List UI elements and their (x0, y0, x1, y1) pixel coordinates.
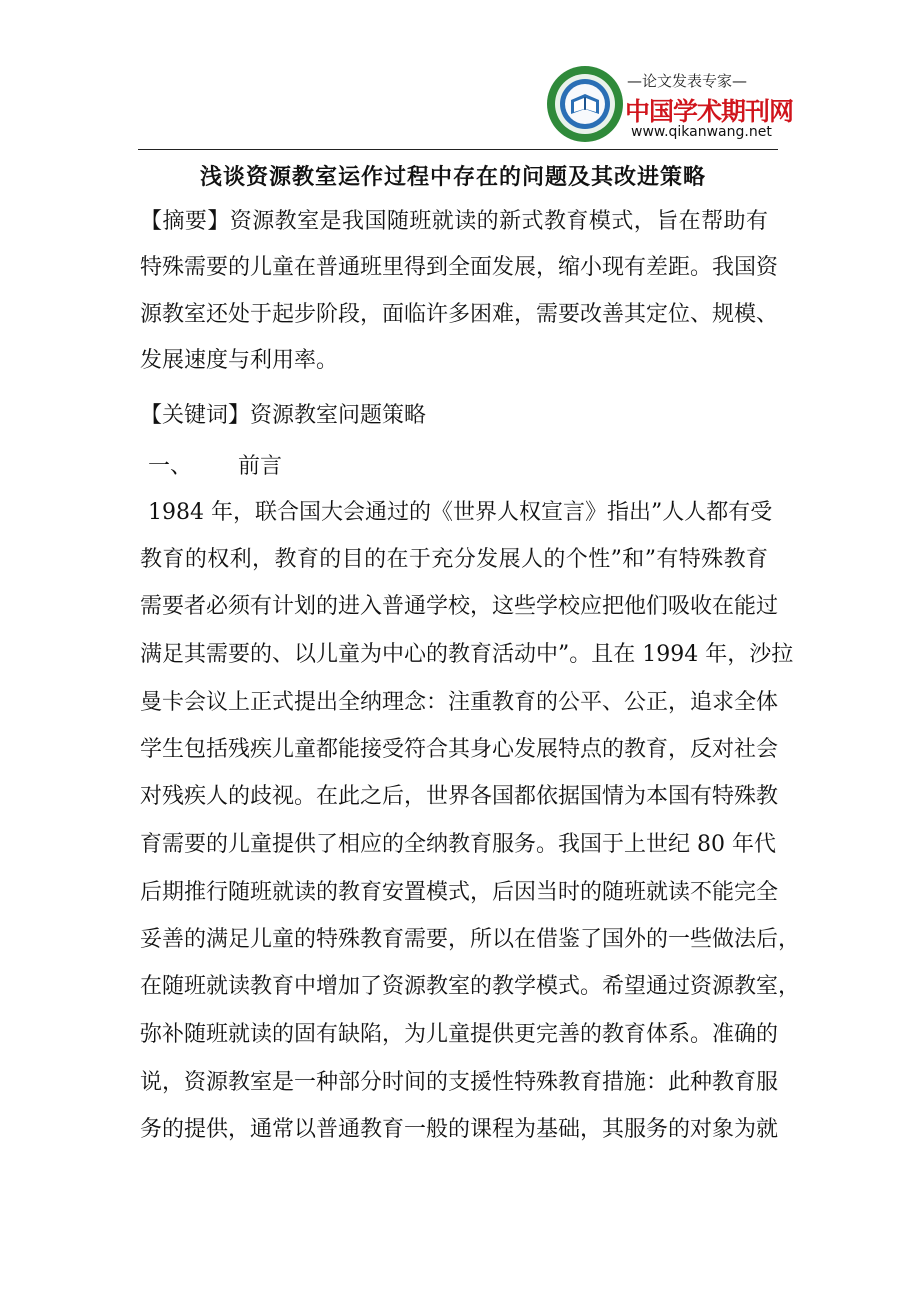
abstract-line: 特殊需要的儿童在普通班里得到全面发展，缩小现有差距。我国资 (140, 255, 779, 280)
logo-name: 中国学术期刊网 (625, 97, 794, 126)
body-line: 在随班就读教育中增加了资源教室的教学模式。希望通过资源教室， (140, 974, 801, 999)
body-line: 务的提供，通常以普通教育一般的课程为基础，其服务的对象为就 (140, 1117, 779, 1142)
section-title: 前言 (238, 454, 283, 479)
body-line: 育需要的儿童提供了相应的全纳教育服务。我国于上世纪 80 年代 (140, 832, 776, 857)
body-line: 学生包括残疾儿童都能接受符合其身心发展特点的教育，反对社会 (140, 737, 779, 762)
body-line: 教育的权利，教育的目的在于充分发展人的个性”和”有特殊教育 (140, 547, 768, 572)
section-heading (148, 452, 282, 482)
section-number: 一、 (148, 454, 193, 479)
body-line: 弥补随班就读的固有缺陷，为儿童提供更完善的教育体系。准确的 (140, 1022, 779, 1047)
body-line: 1984 年，联合国大会通过的《世界人权宣言》指出”人人都有受 (148, 500, 773, 525)
seal-icon (545, 64, 625, 144)
logo-url: www.qikanwang.net (631, 124, 772, 140)
body-line: 满足其需要的、以儿童为中心的教育活动中”。且在 1994 年，沙拉 (140, 642, 794, 667)
body-line: 妥善的满足儿童的特殊教育需要，所以在借鉴了国外的一些做法后， (140, 927, 801, 952)
body-line: 说，资源教室是一种部分时间的支援性特殊教育措施：此种教育服 (140, 1070, 779, 1095)
abstract-line: 【摘要】资源教室是我国随班就读的新式教育模式，旨在帮助有 (140, 209, 768, 234)
keywords-line: 【关键词】资源教室问题策略 (140, 403, 427, 428)
body-line: 后期推行随班就读的教育安置模式，后因当时的随班就读不能完全 (140, 880, 779, 905)
site-logo (545, 62, 794, 148)
logo-tagline: —论文发表专家— (627, 72, 748, 90)
abstract-line: 发展速度与利用率。 (140, 348, 339, 373)
body-line: 曼卡会议上正式提出全纳理念：注重教育的公平、公正，追求全体 (140, 690, 779, 715)
document-title: 浅谈资源教室运作过程中存在的问题及其改进策略 (200, 164, 707, 190)
header-divider (138, 149, 778, 150)
body-line: 需要者必须有计划的进入普通学校，这些学校应把他们吸收在能过 (140, 594, 779, 619)
body-line: 对残疾人的歧视。在此之后，世界各国都依据国情为本国有特殊教 (140, 784, 779, 809)
abstract-line: 源教室还处于起步阶段，面临许多困难，需要改善其定位、规模、 (140, 302, 779, 327)
